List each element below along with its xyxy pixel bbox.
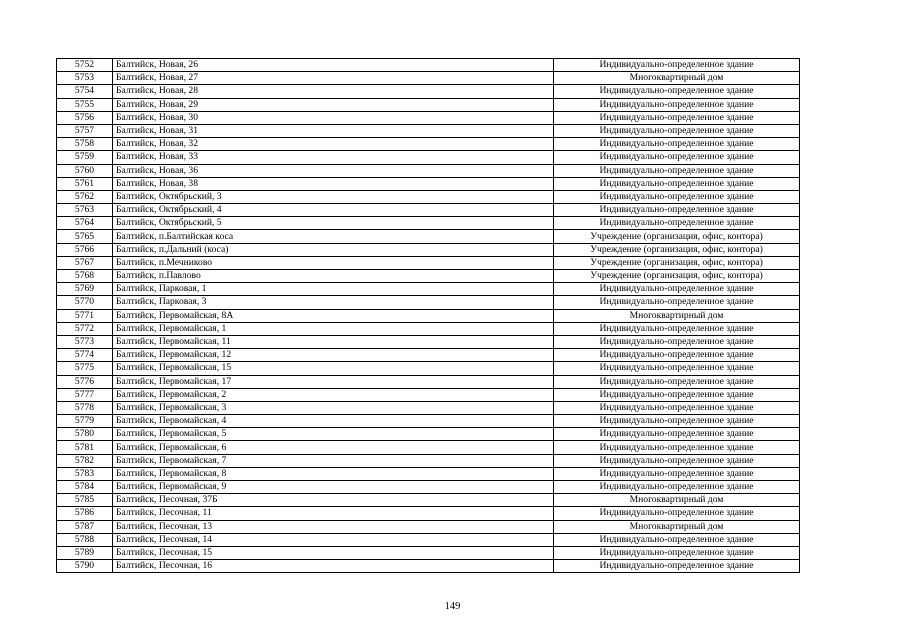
building-type-cell: Индивидуально-определенное здание: [554, 296, 800, 309]
row-number-cell: 5773: [57, 335, 113, 348]
table-row: [57, 375, 800, 388]
building-type-cell: Многоквартирный дом: [554, 72, 800, 85]
row-number-cell: 5782: [57, 454, 113, 467]
address-cell: Балтийск, Песочная, 11: [113, 507, 554, 520]
row-number-cell: 5766: [57, 243, 113, 256]
address-cell: Балтийск, Песочная, 14: [113, 533, 554, 546]
row-number-cell: 5781: [57, 441, 113, 454]
address-cell: Балтийск, п.Дальний (коса): [113, 243, 554, 256]
table-row: [57, 401, 800, 414]
table-row: [57, 296, 800, 309]
address-cell: Балтийск, Первомайская, 11: [113, 335, 554, 348]
building-type-cell: Индивидуально-определенное здание: [554, 481, 800, 494]
address-cell: Балтийск, Первомайская, 8А: [113, 309, 554, 322]
address-cell: Балтийск, Новая, 33: [113, 151, 554, 164]
building-type-cell: Индивидуально-определенное здание: [554, 533, 800, 546]
table-row: [57, 309, 800, 322]
row-number-cell: 5758: [57, 138, 113, 151]
row-number-cell: 5776: [57, 375, 113, 388]
table-row: [57, 111, 800, 124]
row-number-cell: 5764: [57, 217, 113, 230]
building-type-cell: Учреждение (организация, офис, контора): [554, 256, 800, 269]
address-cell: Балтийск, Первомайская, 9: [113, 481, 554, 494]
table-row: [57, 72, 800, 85]
row-number-cell: 5755: [57, 98, 113, 111]
building-type-cell: Учреждение (организация, офис, контора): [554, 270, 800, 283]
table-row: [57, 507, 800, 520]
address-cell: Балтийск, Песочная, 13: [113, 520, 554, 533]
building-type-cell: Индивидуально-определенное здание: [554, 204, 800, 217]
row-number-cell: 5778: [57, 401, 113, 414]
row-number-cell: 5780: [57, 428, 113, 441]
row-number-cell: 5768: [57, 270, 113, 283]
table-row: [57, 454, 800, 467]
address-cell: Балтийск, Первомайская, 1: [113, 322, 554, 335]
table-row: [57, 59, 800, 72]
address-cell: Балтийск, Первомайская, 17: [113, 375, 554, 388]
building-type-cell: Индивидуально-определенное здание: [554, 560, 800, 573]
table-row: [57, 204, 800, 217]
address-cell: Балтийск, п.Павлово: [113, 270, 554, 283]
row-number-cell: 5753: [57, 72, 113, 85]
table-row: [57, 124, 800, 137]
row-number-cell: 5765: [57, 230, 113, 243]
row-number-cell: 5752: [57, 59, 113, 72]
table-row: [57, 467, 800, 480]
address-cell: Балтийск, Первомайская, 5: [113, 428, 554, 441]
address-cell: Балтийск, Новая, 27: [113, 72, 554, 85]
row-number-cell: 5760: [57, 164, 113, 177]
registry-table-body: [57, 59, 800, 573]
row-number-cell: 5770: [57, 296, 113, 309]
address-cell: Балтийск, Первомайская, 15: [113, 362, 554, 375]
row-number-cell: 5772: [57, 322, 113, 335]
table-row: [57, 151, 800, 164]
table-row: [57, 494, 800, 507]
building-type-cell: Индивидуально-определенное здание: [554, 190, 800, 203]
table-row: [57, 441, 800, 454]
building-type-cell: Учреждение (организация, офис, контора): [554, 230, 800, 243]
address-cell: Балтийск, Парковая, 3: [113, 296, 554, 309]
building-type-cell: Индивидуально-определенное здание: [554, 362, 800, 375]
row-number-cell: 5779: [57, 415, 113, 428]
building-type-cell: Индивидуально-определенное здание: [554, 164, 800, 177]
address-cell: Балтийск, Новая, 38: [113, 177, 554, 190]
building-type-cell: Индивидуально-определенное здание: [554, 454, 800, 467]
building-type-cell: Учреждение (организация, офис, контора): [554, 243, 800, 256]
building-type-cell: Индивидуально-определенное здание: [554, 428, 800, 441]
building-type-cell: Индивидуально-определенное здание: [554, 124, 800, 137]
table-row: [57, 243, 800, 256]
address-cell: Балтийск, Первомайская, 4: [113, 415, 554, 428]
address-cell: Балтийск, Новая, 29: [113, 98, 554, 111]
table-row: [57, 546, 800, 559]
address-cell: Балтийск, Песочная, 15: [113, 546, 554, 559]
table-row: [57, 164, 800, 177]
building-type-cell: Индивидуально-определенное здание: [554, 151, 800, 164]
table-row: [57, 138, 800, 151]
building-type-cell: Индивидуально-определенное здание: [554, 507, 800, 520]
row-number-cell: 5761: [57, 177, 113, 190]
row-number-cell: 5757: [57, 124, 113, 137]
row-number-cell: 5771: [57, 309, 113, 322]
row-number-cell: 5789: [57, 546, 113, 559]
row-number-cell: 5763: [57, 204, 113, 217]
address-cell: Балтийск, Новая, 36: [113, 164, 554, 177]
building-type-cell: Индивидуально-определенное здание: [554, 415, 800, 428]
address-cell: Балтийск, Новая, 28: [113, 85, 554, 98]
row-number-cell: 5786: [57, 507, 113, 520]
address-cell: Балтийск, п.Мечниково: [113, 256, 554, 269]
row-number-cell: 5762: [57, 190, 113, 203]
building-type-cell: Индивидуально-определенное здание: [554, 349, 800, 362]
table-row: [57, 177, 800, 190]
building-type-cell: Индивидуально-определенное здание: [554, 467, 800, 480]
table-row: [57, 98, 800, 111]
address-cell: Балтийск, п.Балтийская коса: [113, 230, 554, 243]
address-cell: Балтийск, Новая, 31: [113, 124, 554, 137]
table-row: [57, 85, 800, 98]
row-number-cell: 5777: [57, 388, 113, 401]
row-number-cell: 5785: [57, 494, 113, 507]
table-row: [57, 230, 800, 243]
row-number-cell: 5767: [57, 256, 113, 269]
table-row: [57, 362, 800, 375]
building-type-cell: Индивидуально-определенное здание: [554, 59, 800, 72]
table-row: [57, 415, 800, 428]
address-cell: Балтийск, Первомайская, 7: [113, 454, 554, 467]
row-number-cell: 5784: [57, 481, 113, 494]
building-type-cell: Индивидуально-определенное здание: [554, 138, 800, 151]
row-number-cell: 5774: [57, 349, 113, 362]
building-type-cell: Индивидуально-определенное здание: [554, 111, 800, 124]
building-type-cell: Индивидуально-определенное здание: [554, 85, 800, 98]
table-row: [57, 335, 800, 348]
building-type-cell: Индивидуально-определенное здание: [554, 401, 800, 414]
table-row: [57, 217, 800, 230]
address-cell: Балтийск, Первомайская, 12: [113, 349, 554, 362]
table-row: [57, 428, 800, 441]
row-number-cell: 5783: [57, 467, 113, 480]
address-cell: Балтийск, Песочная, 37Б: [113, 494, 554, 507]
address-cell: Балтийск, Октябрьский, 4: [113, 204, 554, 217]
building-type-cell: Индивидуально-определенное здание: [554, 217, 800, 230]
row-number-cell: 5788: [57, 533, 113, 546]
row-number-cell: 5790: [57, 560, 113, 573]
page-number: 149: [444, 601, 461, 612]
row-number-cell: 5769: [57, 283, 113, 296]
table-row: [57, 533, 800, 546]
address-cell: Балтийск, Новая, 32: [113, 138, 554, 151]
table-row: [57, 388, 800, 401]
address-cell: Балтийск, Первомайская, 3: [113, 401, 554, 414]
building-type-cell: Индивидуально-определенное здание: [554, 283, 800, 296]
building-type-cell: Индивидуально-определенное здание: [554, 177, 800, 190]
address-cell: Балтийск, Октябрьский, 5: [113, 217, 554, 230]
building-type-cell: Индивидуально-определенное здание: [554, 375, 800, 388]
table-row: [57, 481, 800, 494]
address-cell: Балтийск, Песочная, 16: [113, 560, 554, 573]
address-cell: Балтийск, Первомайская, 8: [113, 467, 554, 480]
table-row: [57, 322, 800, 335]
address-cell: Балтийск, Первомайская, 6: [113, 441, 554, 454]
building-type-cell: Многоквартирный дом: [554, 309, 800, 322]
row-number-cell: 5759: [57, 151, 113, 164]
row-number-cell: 5754: [57, 85, 113, 98]
address-cell: Балтийск, Октябрьский, 3: [113, 190, 554, 203]
row-number-cell: 5787: [57, 520, 113, 533]
address-cell: Балтийск, Новая, 26: [113, 59, 554, 72]
registry-table: [56, 58, 800, 573]
table-row: [57, 560, 800, 573]
building-type-cell: Индивидуально-определенное здание: [554, 335, 800, 348]
address-cell: Балтийск, Первомайская, 2: [113, 388, 554, 401]
building-type-cell: Многоквартирный дом: [554, 494, 800, 507]
building-type-cell: Индивидуально-определенное здание: [554, 322, 800, 335]
building-type-cell: Индивидуально-определенное здание: [554, 98, 800, 111]
building-type-cell: Индивидуально-определенное здание: [554, 441, 800, 454]
table-row: [57, 520, 800, 533]
building-type-cell: Индивидуально-определенное здание: [554, 546, 800, 559]
table-row: [57, 270, 800, 283]
table-row: [57, 256, 800, 269]
row-number-cell: 5775: [57, 362, 113, 375]
building-type-cell: Многоквартирный дом: [554, 520, 800, 533]
table-row: [57, 190, 800, 203]
address-cell: Балтийск, Новая, 30: [113, 111, 554, 124]
table-row: [57, 283, 800, 296]
building-type-cell: Индивидуально-определенное здание: [554, 388, 800, 401]
row-number-cell: 5756: [57, 111, 113, 124]
table-row: [57, 349, 800, 362]
address-cell: Балтийск, Парковая, 1: [113, 283, 554, 296]
